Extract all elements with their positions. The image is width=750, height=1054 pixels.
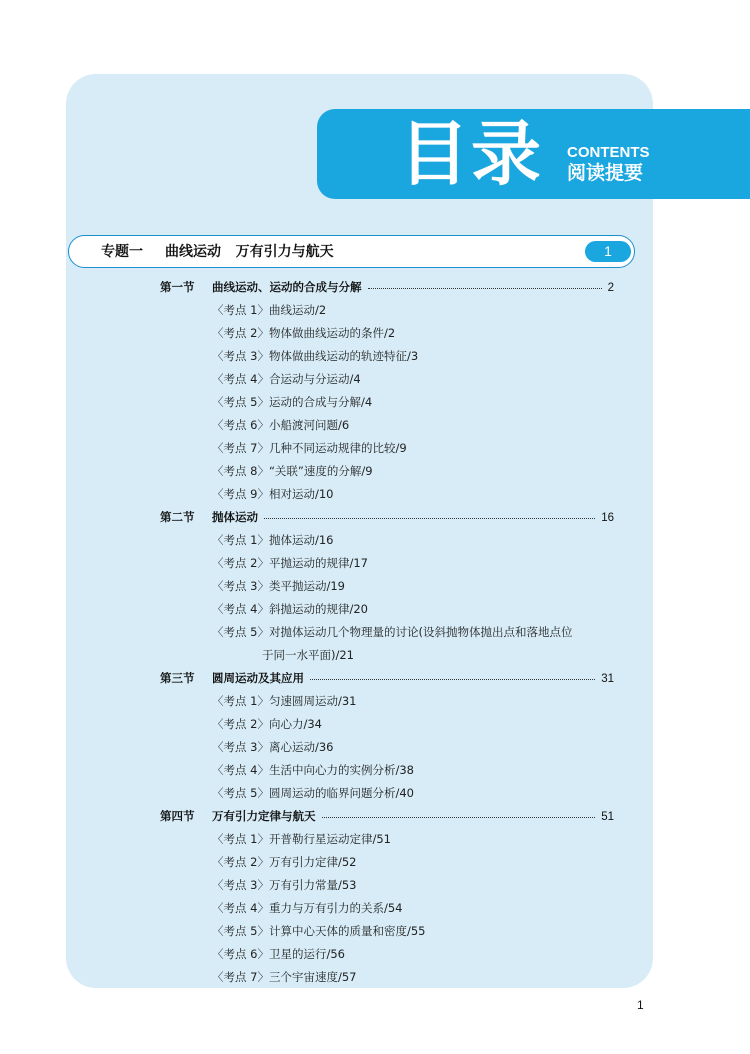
- toc-item[interactable]: 〈考点 9〉相对运动/10: [212, 487, 334, 501]
- section-title: 圆周运动及其应用: [212, 671, 304, 685]
- section-page: 31: [601, 673, 614, 685]
- banner-title-cn: 阅读提要: [567, 162, 644, 184]
- toc-item[interactable]: 〈考点 8〉“关联”速度的分解/9: [212, 464, 373, 478]
- toc-item[interactable]: 〈考点 1〉匀速圆周运动/31: [212, 694, 357, 708]
- section-title: 抛体运动: [212, 510, 258, 524]
- section-page: 16: [601, 512, 614, 524]
- section-page: 2: [607, 282, 614, 294]
- toc-item[interactable]: 〈考点 7〉几种不同运动规律的比较/9: [212, 441, 407, 455]
- toc-item[interactable]: 〈考点 7〉三个宇宙速度/57: [212, 970, 357, 984]
- toc-item[interactable]: 〈考点 6〉卫星的运行/56: [212, 947, 345, 961]
- toc-item[interactable]: 〈考点 4〉重力与万有引力的关系/54: [212, 901, 403, 915]
- dot-leader: [264, 506, 595, 519]
- section-number: 第一节: [160, 280, 195, 294]
- toc-item[interactable]: 〈考点 3〉物体做曲线运动的轨迹特征/3: [212, 349, 419, 363]
- section-row[interactable]: [0, 277, 750, 297]
- toc-item[interactable]: 〈考点 2〉万有引力定律/52: [212, 855, 357, 869]
- dot-leader: [322, 805, 596, 818]
- section-row[interactable]: [0, 668, 750, 688]
- toc-item[interactable]: 〈考点 5〉计算中心天体的质量和密度/55: [212, 924, 426, 938]
- topic-page-badge: 1: [585, 241, 631, 262]
- toc-item[interactable]: 〈考点 5〉运动的合成与分解/4: [212, 395, 373, 409]
- toc-item[interactable]: 〈考点 2〉向心力/34: [212, 717, 322, 731]
- toc-item[interactable]: 〈考点 1〉曲线运动/2: [212, 303, 327, 317]
- toc-item[interactable]: 〈考点 2〉平抛运动的规律/17: [212, 556, 368, 570]
- toc-item[interactable]: 〈考点 2〉物体做曲线运动的条件/2: [212, 326, 396, 340]
- toc-item[interactable]: 〈考点 3〉万有引力常量/53: [212, 878, 357, 892]
- page-number: 1: [637, 998, 644, 1012]
- toc-item[interactable]: 〈考点 4〉斜抛运动的规律/20: [212, 602, 368, 616]
- toc-item[interactable]: 〈考点 5〉对抛体运动几个物理量的讨论(设斜抛物体抛出点和落地点位: [212, 625, 573, 639]
- section-number: 第二节: [160, 510, 195, 524]
- toc-item[interactable]: 〈考点 6〉小船渡河问题/6: [212, 418, 350, 432]
- topic-heading[interactable]: [68, 235, 635, 268]
- topic-label: 专题一: [101, 244, 143, 260]
- toc-item[interactable]: 〈考点 3〉离心运动/36: [212, 740, 334, 754]
- toc-item[interactable]: 〈考点 1〉开普勒行星运动定律/51: [212, 832, 391, 846]
- section-number: 第三节: [160, 671, 195, 685]
- toc-item[interactable]: 〈考点 1〉抛体运动/16: [212, 533, 334, 547]
- section-title: 万有引力定律与航天: [212, 809, 316, 823]
- toc-item[interactable]: 〈考点 3〉类平抛运动/19: [212, 579, 345, 593]
- toc-item-continuation[interactable]: 于同一水平面)/21: [262, 648, 354, 662]
- toc-item[interactable]: 〈考点 4〉合运动与分运动/4: [212, 372, 361, 386]
- dot-leader: [310, 667, 595, 680]
- section-row[interactable]: [0, 806, 750, 826]
- toc-item[interactable]: 〈考点 5〉圆周运动的临界问题分析/40: [212, 786, 414, 800]
- section-page: 51: [601, 811, 614, 823]
- section-title: 曲线运动、运动的合成与分解: [212, 280, 362, 294]
- dot-leader: [368, 276, 602, 289]
- toc-item[interactable]: 〈考点 4〉生活中向心力的实例分析/38: [212, 763, 414, 777]
- banner-title-big: 目录: [399, 113, 543, 195]
- topic-title: 曲线运动 万有引力与航天: [165, 244, 334, 260]
- section-number: 第四节: [160, 809, 195, 823]
- section-row[interactable]: [0, 507, 750, 527]
- banner-title-en: CONTENTS: [567, 144, 650, 161]
- contents-banner: [317, 109, 750, 199]
